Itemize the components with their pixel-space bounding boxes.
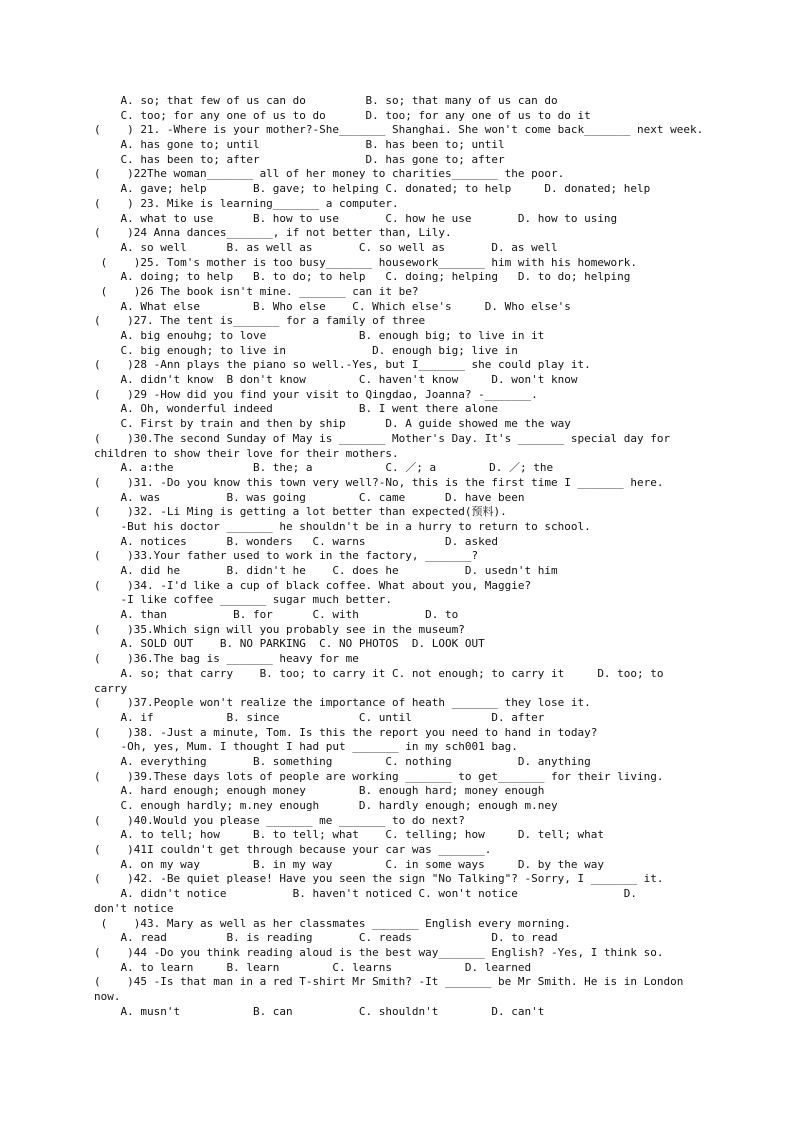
- text-line: -Oh, yes, Mum. I thought I had put _______ in my sch001 bag.: [94, 740, 518, 754]
- text-line: ( )45 -Is that man in a red T-shirt Mr Smith? -It _______ be Mr Smith. He is in London: [94, 975, 684, 989]
- text-line: A. to learn B. learn C. learns D. learned: [94, 960, 532, 974]
- text-line: ( )42. -Be quiet please! Have you seen the sign "No Talking"? -Sorry, I _______ it.: [94, 872, 664, 886]
- text-line: C. First by train and then by ship D. A guide showed me the way: [94, 417, 571, 431]
- text-line: A. didn't notice B. haven't noticed C. won't notice D.: [94, 887, 638, 901]
- text-line: C. big enough; to live in D. enough big; live in: [94, 343, 518, 357]
- text-line: now.: [94, 989, 121, 1003]
- text-line: ( )26 The book isn't mine. _______ can it be?: [94, 284, 419, 298]
- text-line: A. hard enough; enough money B. enough hard; money enough: [94, 784, 545, 798]
- text-line: A. SOLD OUT B. NO PARKING C. NO PHOTOS D. LOOK OUT: [94, 637, 485, 651]
- text-line: ( )29 -How did you find your visit to Qingdao, Joanna? -_______.: [94, 387, 538, 401]
- text-line: A. to tell; how B. to tell; what C. telling; how D. tell; what: [94, 828, 604, 842]
- text-line: ( )36.The bag is _______ heavy for me: [94, 652, 359, 666]
- text-line: ( ) 21. -Where is your mother?-She_______ Shanghai. She won't come back_______ next week.: [94, 123, 704, 137]
- text-line: ( )24 Anna dances_______, if not better than, Lily.: [94, 226, 452, 240]
- text-line: A. big enouhg; to love B. enough big; to live in it: [94, 329, 545, 342]
- text-line: C. enough hardly; m.ney enough D. hardly enough; enough m.ney: [94, 799, 558, 812]
- text-line: -But his doctor _______ he shouldn't be in a hurry to return to school.: [94, 519, 591, 533]
- text-line: children to show their love for their mothers.: [94, 446, 399, 460]
- text-line: ( )33.Your father used to work in the factory, _______?: [94, 549, 479, 563]
- text-line: A. so well B. as well as C. so well as D. as well: [94, 240, 558, 254]
- text-line: C. has been to; after D. has gone to; after: [94, 152, 505, 166]
- text-line: A. Oh, wonderful indeed B. I went there alone: [94, 402, 498, 416]
- text-line: ( )30.The second Sunday of May is _______ Mother's Day. It's _______ special day for: [94, 431, 671, 445]
- text-line: don't notice: [94, 901, 174, 915]
- text-line: ( )34. -I'd like a cup of black coffee. What about you, Maggie?: [94, 578, 532, 592]
- text-line: A. a:the B. the; a C. ／; a D. ／; the: [94, 461, 554, 475]
- text-line: A. if B. since C. until D. after: [94, 710, 545, 724]
- text-line: ( )41I couldn't get through because your car was _______.: [94, 843, 492, 857]
- text-line: ( ) 23. Mike is learning_______ a computer.: [94, 196, 399, 210]
- text-line: ( )32. -Li Ming is getting a lot better than expected(预料).: [94, 505, 507, 519]
- text-line: A. didn't know B don't know C. haven't know D. won't know: [94, 373, 578, 387]
- text-line: ( )27. The tent is_______ for a family of three: [94, 314, 426, 328]
- text-line: A. than B. for C. with D. to: [94, 608, 459, 622]
- exam-page: [94, 94, 704, 1019]
- text-line: ( )37.People won't realize the importance of heath _______ they lose it.: [94, 696, 591, 710]
- text-line: C. too; for any one of us to do D. too; for any one of us to do it: [94, 108, 591, 122]
- text-line: A. on my way B. in my way C. in some ways D. by the way: [94, 857, 604, 871]
- text-line: -I like coffee _______ sugar much better.: [94, 593, 393, 607]
- text-line: ( )28 -Ann plays the piano so well.-Yes, but I_______ she could play it.: [94, 358, 591, 372]
- text-line: ( )44 -Do you think reading aloud is the best way_______ English? -Yes, I think so.: [94, 945, 664, 959]
- text-line: ( )39.These days lots of people are working _______ to get_______ for their living.: [94, 769, 664, 783]
- text-line: A. musn't B. can C. shouldn't D. can't: [94, 1004, 545, 1018]
- text-line: A. What else B. Who else C. Which else's D. Who else's: [94, 299, 571, 313]
- text-line: ( )40.Would you please _______ me _______ to do next?: [94, 813, 465, 827]
- text-line: A. has gone to; until B. has been to; until: [94, 138, 505, 152]
- text-line: A. was B. was going C. came D. have been: [94, 490, 525, 504]
- text-line: ( )25. Tom's mother is too busy_______ housework_______ him with his homework.: [94, 255, 638, 269]
- text-line: ( )43. Mary as well as her classmates _______ English every morning.: [94, 916, 571, 930]
- text-line: A. doing; to help B. to do; to help C. doing; helping D. to do; helping: [94, 270, 631, 284]
- text-line: ( )22The woman_______ all of her money to charities_______ the poor.: [94, 167, 565, 181]
- text-line: A. gave; help B. gave; to helping C. donated; to help D. donated; help: [94, 182, 651, 196]
- text-line: A. everything B. something C. nothing D. anything: [94, 754, 591, 768]
- text-line: A. so; that carry B. too; to carry it C. not enough; to carry it D. too; to: [94, 666, 664, 680]
- text-line: A. so; that few of us can do B. so; that many of us can do: [94, 94, 558, 107]
- text-line: carry: [94, 681, 128, 695]
- text-line: ( )31. -Do you know this town very well?-No, this is the first time I _______ here.: [94, 475, 664, 489]
- text-line: ( )35.Which sign will you probably see in the museum?: [94, 622, 465, 636]
- text-line: A. read B. is reading C. reads D. to read: [94, 931, 558, 945]
- text-line: A. notices B. wonders C. warns D. asked: [94, 534, 498, 548]
- text-line: A. did he B. didn't he C. does he D. usedn't him: [94, 564, 558, 577]
- text-line: ( )38. -Just a minute, Tom. Is this the report you need to hand in today?: [94, 725, 598, 739]
- text-line: A. what to use B. how to use C. how he use D. how to using: [94, 211, 618, 225]
